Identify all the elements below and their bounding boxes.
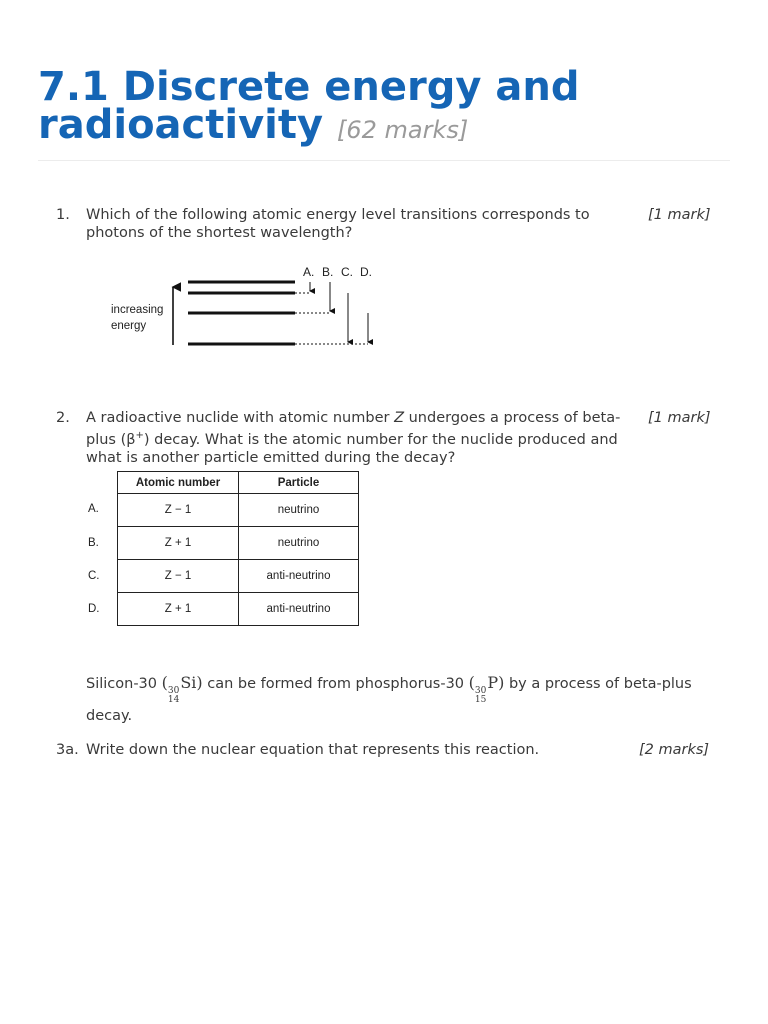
question-text: Write down the nuclear equation that represents this reaction. <box>86 742 540 758</box>
table-header-row <box>118 472 359 494</box>
stimulus-text: Silicon-30 ( 30 14 Si) can be formed from phosphorus-30 ( 30 15 P) by a process of beta-plus decay. <box>86 673 692 724</box>
phosphorus-nuclide: ( 30 15 P) <box>468 673 505 705</box>
option-letter: B. <box>88 537 99 549</box>
question-2-marks: [1 mark] <box>648 410 711 426</box>
question-text: A radioactive nuclide with atomic number Z undergoes a process of beta-plus (β+) decay. What is the atomic number for the nuclide produced and what is another particle emitted during the decay? <box>86 410 621 466</box>
atomic-number-cell: Z − 1 <box>118 560 239 593</box>
particle-cell: anti-neutrino <box>239 593 359 626</box>
table-row <box>118 527 359 560</box>
option-label-d: D. <box>360 265 372 279</box>
option-label-b: B. <box>322 265 334 279</box>
page-title: 7.1 Discrete energy and radioactivity [62 marks] <box>38 64 580 148</box>
table-header: Atomic number <box>118 472 239 494</box>
option-letter: C. <box>88 570 100 582</box>
question-text: Which of the following atomic energy level transitions corresponds to photons of the shortest wavelength? <box>86 207 590 241</box>
atomic-number-cell: Z + 1 <box>118 593 239 626</box>
question-3a-marks: [2 marks] <box>639 742 710 758</box>
table-row <box>118 560 359 593</box>
option-letter: A. <box>88 503 99 515</box>
table-row <box>118 593 359 626</box>
atomic-number-cell: Z − 1 <box>118 494 239 527</box>
energy-level-diagram <box>100 260 400 360</box>
total-marks: [62 marks] <box>337 116 469 144</box>
question-number: 2. <box>56 410 70 426</box>
particle-cell: anti-neutrino <box>239 560 359 593</box>
axis-label-line1: increasing <box>111 304 164 316</box>
question-number: 3a. <box>56 742 79 758</box>
title-divider <box>38 160 730 161</box>
table-header: Particle <box>239 472 359 494</box>
answer-table <box>117 471 359 626</box>
particle-cell: neutrino <box>239 527 359 560</box>
option-letter: D. <box>88 603 100 615</box>
particle-cell: neutrino <box>239 494 359 527</box>
axis-label-line2: energy <box>111 320 147 332</box>
atomic-number-cell: Z + 1 <box>118 527 239 560</box>
silicon-nuclide: ( 30 14 Si) <box>161 673 203 705</box>
table-row <box>118 494 359 527</box>
option-label-a: A. <box>303 265 315 279</box>
option-label-c: C. <box>341 265 353 279</box>
question-number: 1. <box>56 207 70 223</box>
question-1-marks: [1 mark] <box>648 207 711 223</box>
